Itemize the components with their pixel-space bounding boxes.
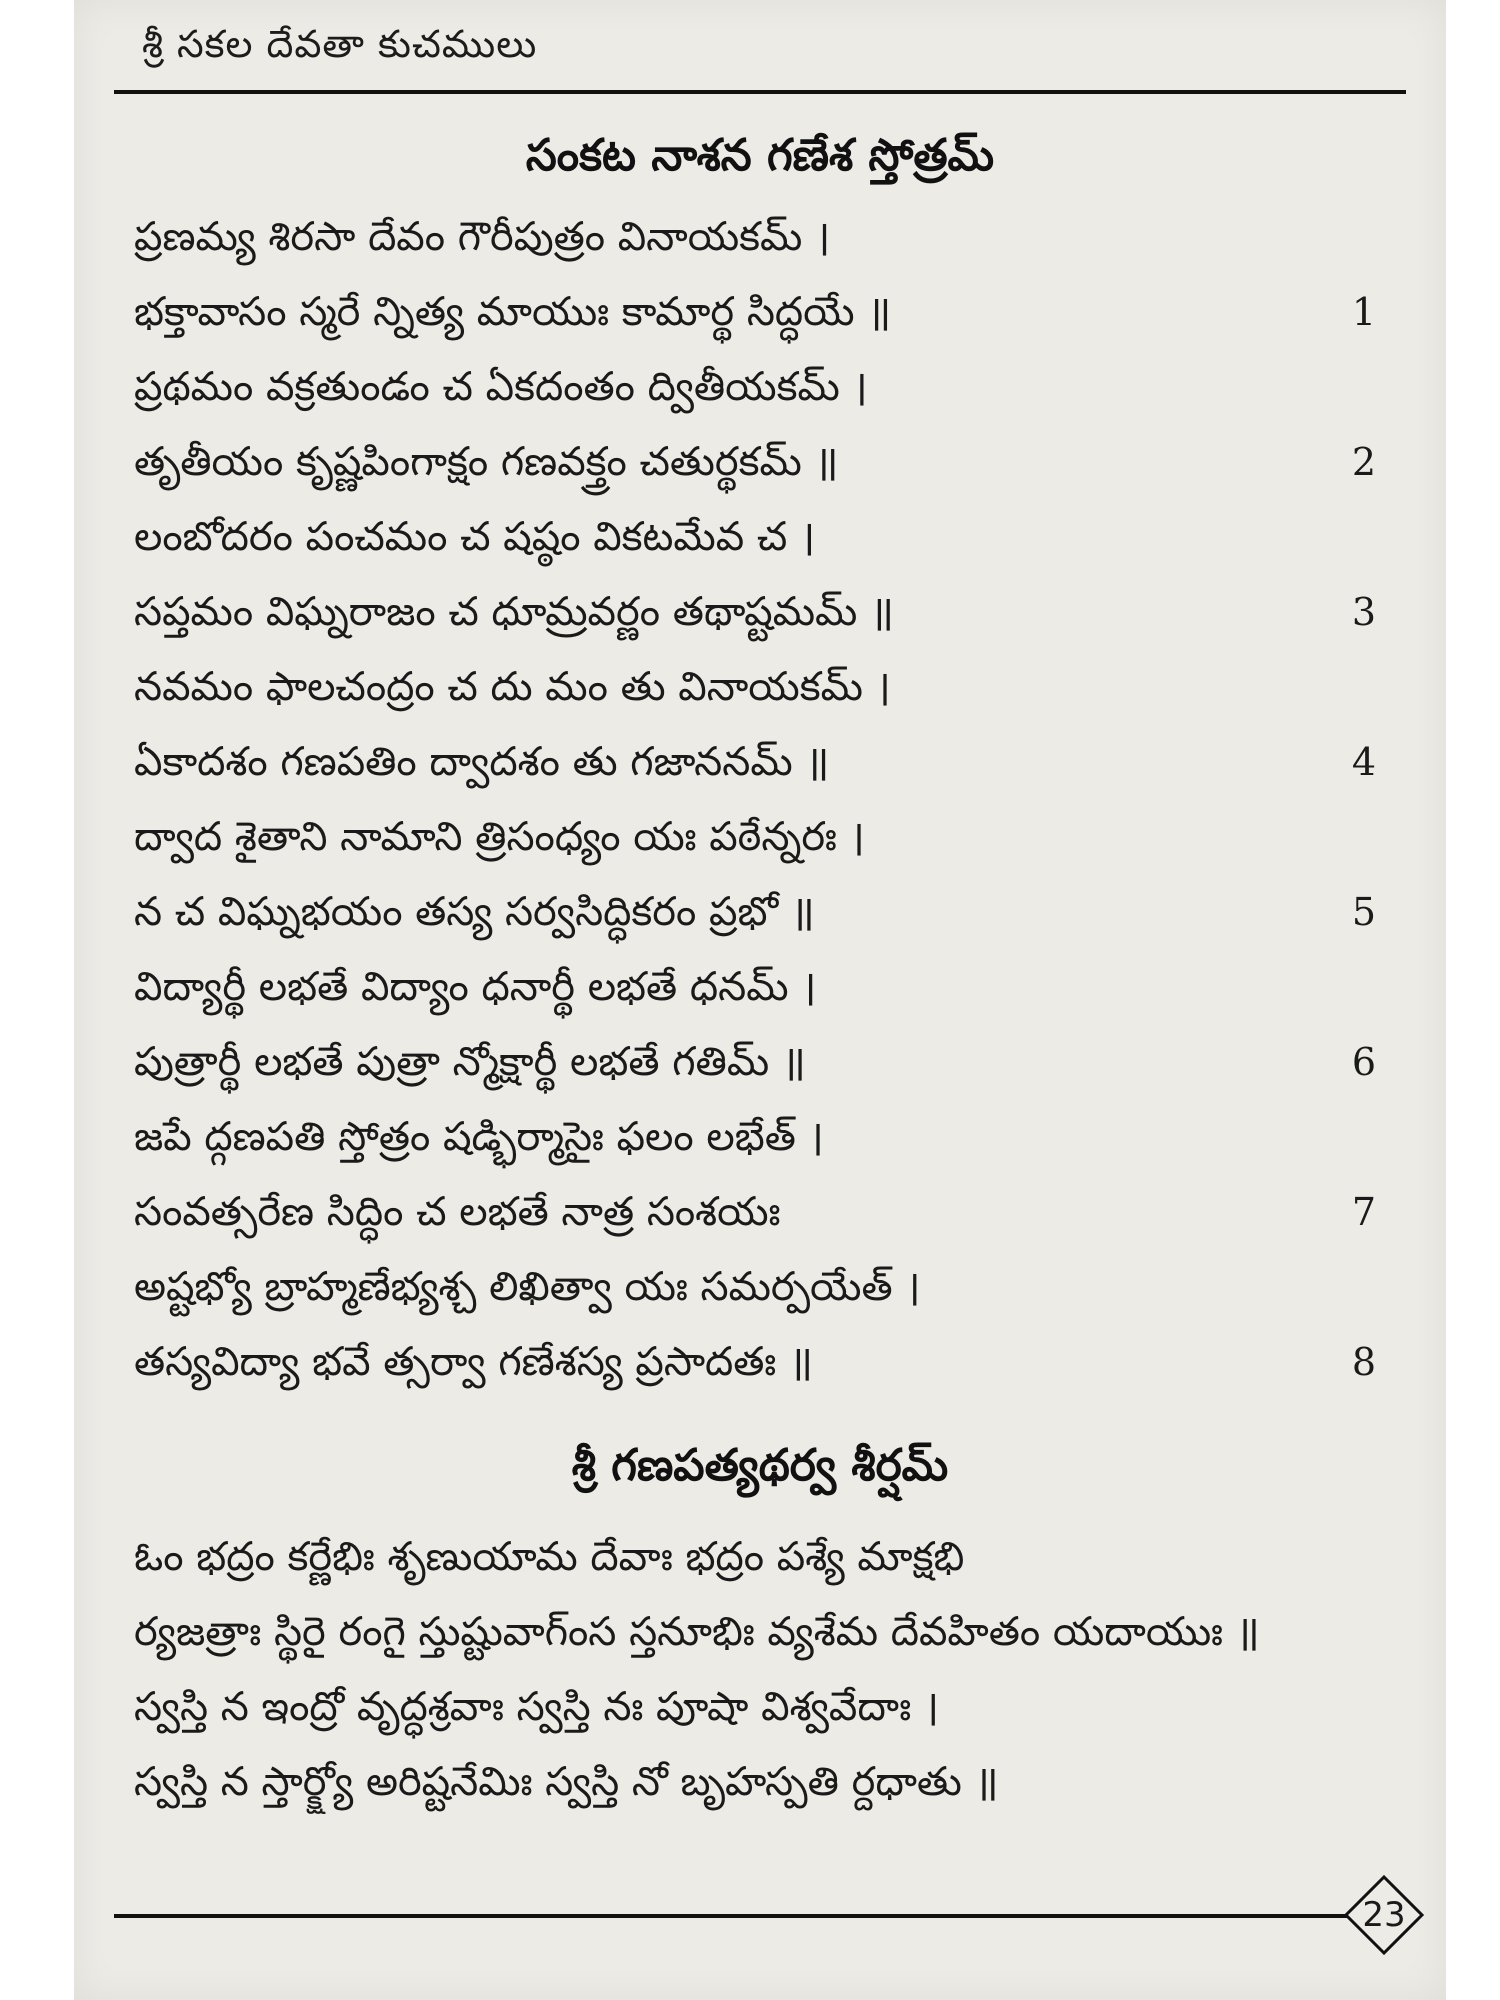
verse-text: జపే ద్గణపతి స్తోత్రం షడ్భిర్మాసైః ఫలం లభేత్ । — [134, 1114, 824, 1160]
verse-text: లంబోదరం పంచమం చ షష్ఠం వికటమేవ చ । — [134, 514, 816, 560]
verse-text: అష్టభ్యో బ్రాహ్మణేభ్యశ్చ లిఖిత్వా యః సమర్పయేత్ । — [134, 1264, 921, 1310]
stotram-verses — [134, 200, 1376, 1400]
verse-number: 8 — [1351, 1340, 1376, 1384]
verse-text: ఏకాదశం గణపతిం ద్వాదశం తు గజాననమ్ ॥ — [134, 739, 830, 785]
verse-line — [134, 1595, 1376, 1670]
running-header: శ్రీ సకల దేవతా కుచములు — [142, 22, 538, 66]
page-number-badge — [1344, 1875, 1424, 1955]
verse-line — [134, 1250, 1376, 1325]
verse-text: భక్తావాసం స్మరే న్నిత్య మాయుః కామార్థ సిద్ధయే ॥ — [134, 289, 892, 335]
verse-line — [134, 950, 1376, 1025]
section-title-atharvashirsham: శ్రీ గణపత్యథర్వ శీర్షమ్ — [571, 1440, 949, 1491]
verse-line — [134, 1670, 1376, 1745]
verse-line — [134, 800, 1376, 875]
verse-text: ఓం భద్రం కర్ణేభిః శృణుయామ దేవాః భద్రం పశ్యే మాక్షభి — [134, 1534, 965, 1580]
verse-number: 2 — [1351, 440, 1376, 484]
verse-text: తృతీయం కృష్ణపింగాక్షం గణవక్త్రం చతుర్థకమ్ ॥ — [134, 439, 839, 485]
verse-line — [134, 1325, 1376, 1400]
atharvashirsham-verses — [134, 1520, 1376, 1820]
verse-text: న చ విఘ్నభయం తస్య సర్వసిద్ధికరం ప్రభో ॥ — [134, 889, 815, 935]
verse-number: 7 — [1351, 1190, 1376, 1234]
verse-line — [134, 200, 1376, 275]
verse-text: సప్తమం విఘ్నరాజం చ ధూమ్రవర్ణం తథాష్టమమ్ ॥ — [134, 589, 895, 635]
verse-text: ద్వాద శైతాని నామాని త్రిసంధ్యం యః పఠేన్నరః । — [134, 814, 865, 860]
verse-text: ప్రథమం వక్రతుండం చ ఏకదంతం ద్వితీయకమ్ । — [134, 364, 868, 410]
verse-text: ప్రణమ్య శిరసా దేవం గౌరీపుత్రం వినాయకమ్ । — [134, 214, 831, 260]
verse-line — [134, 275, 1376, 350]
verse-text: స్వస్తి న ఇంద్రో వృద్ధశ్రవాః స్వస్తి నః పూషా విశ్వవేదాః । — [134, 1684, 940, 1730]
verse-text: నవమం ఫాలచంద్రం చ దు మం తు వినాయకమ్ । — [134, 664, 891, 710]
verse-line — [134, 1025, 1376, 1100]
header-rule — [114, 90, 1406, 94]
verse-number: 5 — [1351, 890, 1376, 934]
verse-line — [134, 875, 1376, 950]
verse-line — [134, 350, 1376, 425]
verse-line — [134, 1520, 1376, 1595]
verse-line — [134, 650, 1376, 725]
verse-line — [134, 725, 1376, 800]
book-page — [74, 0, 1446, 2000]
verse-text: తస్యవిద్యా భవే త్సర్వా గణేశస్య ప్రసాదతః ॥ — [134, 1339, 813, 1385]
verse-line — [134, 575, 1376, 650]
verse-number: 3 — [1351, 590, 1376, 634]
footer-rule — [114, 1914, 1406, 1918]
page-number: 23 — [1362, 1895, 1406, 1935]
verse-text: సంవత్సరేణ సిద్ధిం చ లభతే నాత్ర సంశయః — [134, 1189, 781, 1235]
verse-line — [134, 500, 1376, 575]
section-title-sankata-nashana: సంకట నాశన గణేశ స్తోత్రమ్ — [525, 130, 995, 181]
verse-line — [134, 1175, 1376, 1250]
verse-text: విద్యార్థీ లభతే విద్యాం ధనార్థీ లభతే ధనమ్ । — [134, 964, 817, 1010]
verse-number: 1 — [1351, 290, 1376, 334]
verse-text: స్వస్తి న స్తార్క్ష్యో అరిష్టనేమిః స్వస్తి నో బృహస్పతి ర్దధాతు ॥ — [134, 1759, 999, 1805]
verse-line — [134, 1745, 1376, 1820]
verse-text: ర్యజత్రాః స్థిరై రంగై స్తుష్టువాగ్ంస స్తనూభిః వ్యశేమ దేవహితం యదాయుః ॥ — [134, 1609, 1260, 1655]
verse-line — [134, 1100, 1376, 1175]
verse-number: 4 — [1351, 740, 1376, 784]
verse-number: 6 — [1351, 1040, 1376, 1084]
verse-text: పుత్రార్థీ లభతే పుత్రా న్మోక్షార్థీ లభతే గతిమ్ ॥ — [134, 1039, 806, 1085]
verse-line — [134, 425, 1376, 500]
